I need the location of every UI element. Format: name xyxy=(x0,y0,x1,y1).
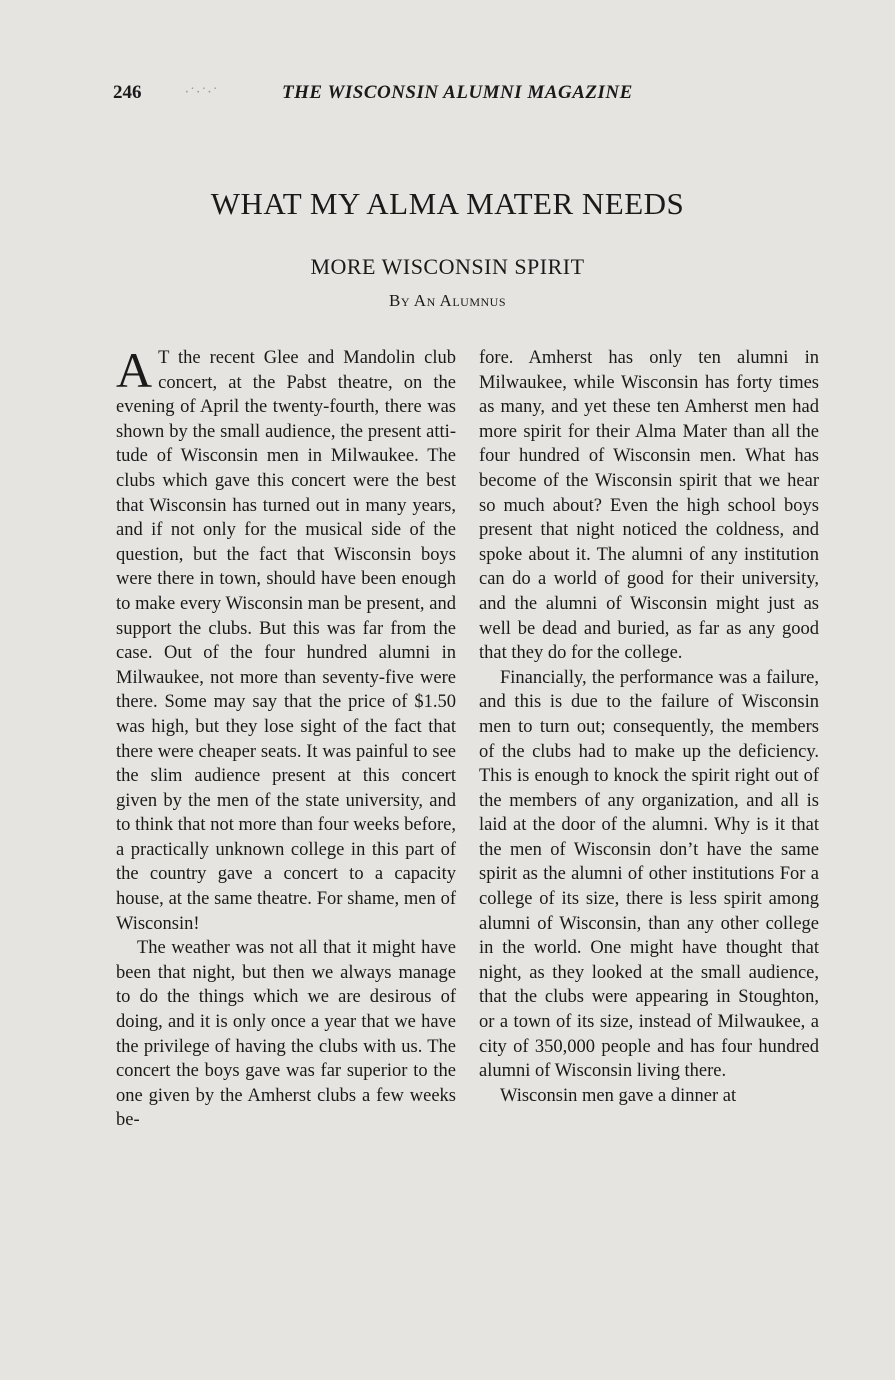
drop-cap: A xyxy=(116,342,153,398)
print-smudge-icon: ·˙·˙·˙ xyxy=(185,86,219,98)
article-subtitle: MORE WISCONSIN SPIRIT xyxy=(310,254,585,279)
article-title: WHAT MY ALMA MATER NEEDS xyxy=(210,186,685,221)
paragraph xyxy=(116,342,456,936)
right-column xyxy=(479,346,819,1108)
byline: By An Alumnus xyxy=(388,291,507,310)
paragraph: Financially, the performance was a failure, and this is due to the failure of Wisconsin men to turn out; consequently, the members of the clubs had to make up the deficiency. This is enough to knock the spirit right out of the members of any organization, and all is laid at the door of the alumni. Why is it that the men of Wisconsin don’t have the same spirit as the alumni of other institutions For a college of its size, there is less spirit among alumni of Wisconsin, than any other college in the world. One might have thought that night, as they looked at the small audience, that the clubs were appearing in Stoughton, or a town of its size, instead of Milwaukee, a city of 350,000 people and has four hundred alumni of Wisconsin living there. xyxy=(479,667,819,1082)
paragraph: Wisconsin men gave a dinner at xyxy=(500,1085,737,1106)
paragraph: fore. Amherst has only ten alumni in Milwaukee, while Wisconsin has forty times as many, and yet these ten Amherst men had more spirit for their Alma Mater than all the four hundred of Wisconsin men. What has become of the Wisconsin spirit that we hear so much about? Even the high school boys present that night noticed the coldness, and spoke about it. The alumni of any institution can do a world of good for their university, and the alumni of Wisconsin might just as well be dead and buried, as far as any good that they do for the college. xyxy=(479,348,819,664)
left-column xyxy=(116,342,456,1133)
magazine-title: THE WISCONSIN ALUMNI MAGAZINE xyxy=(282,82,633,103)
running-head xyxy=(113,82,693,110)
paragraph-text: T the recent Glee and Mandolin club concert, at the Pabst theatre, on the evening of April the twenty-fourth, there was shown by the small audience, the present attitude of Wisconsin men in Milwaukee. The clubs which gave this concert were the best that Wisconsin has turned out in many years, and if not only for the musical side of the question, but the fact that Wisconsin boys were there in town, should have been enough to make every Wisconsin man be present, and support the clubs. But this was far from the case. Out of the four hundred alumni in Milwaukee, not more than seventy-five were there. Some may say that the price of $1.50 was high, but they lose sight of the fact that there were cheaper seats. It was painful to see the slim audience present at this concert given by the men of the state university, and to think that not more than four weeks before, a practically unknown college in this part of the country gave a concert to a capacity house, at the same theatre. For shame, men of Wisconsin! xyxy=(116,348,456,934)
page-number: 246 xyxy=(113,82,142,103)
paragraph: The weather was not all that it might have been that night, but then we always manage to do the things which we are desirous of doing, and it is only once a year that we have the privilege of having the clubs with us. The concert the boys gave was far superior to the one given by the Amherst clubs a few weeks be- xyxy=(116,938,456,1131)
